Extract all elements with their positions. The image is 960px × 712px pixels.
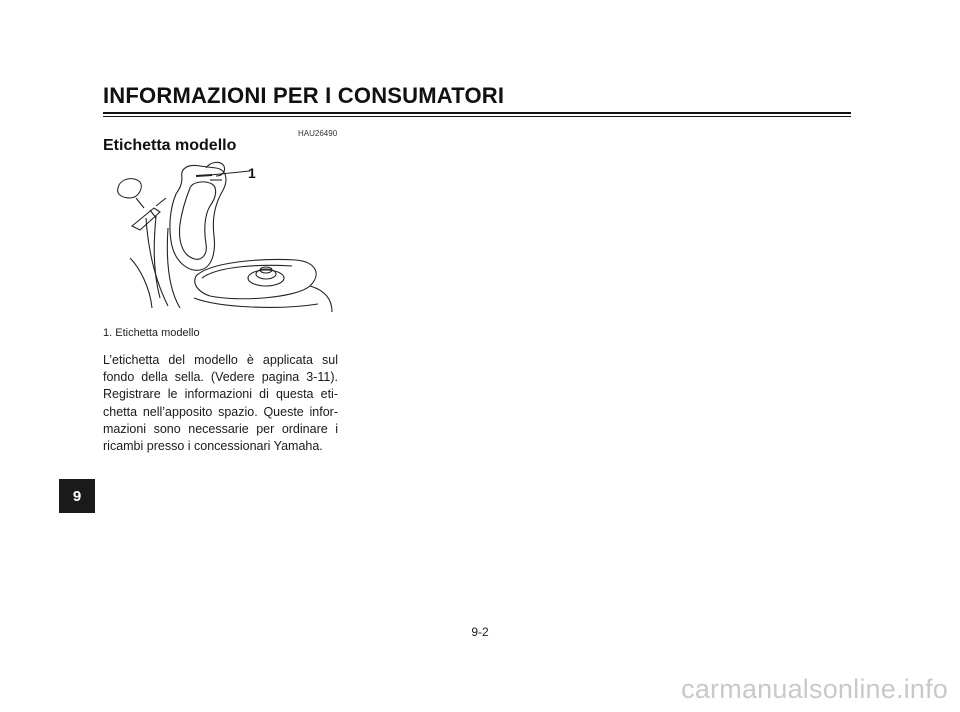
callout-leader [210, 171, 250, 175]
chapter-tab: 9 [59, 479, 95, 513]
label-marker [196, 175, 212, 176]
mirror-stem [136, 198, 144, 208]
header-rule-thin [103, 116, 851, 117]
scooter-seat-illustration [110, 158, 350, 318]
seat-lid-outer [170, 166, 226, 271]
page-number: 9-2 [471, 625, 489, 639]
header-rule [103, 112, 851, 114]
mirror-shape [118, 179, 142, 198]
fuel-cap [248, 270, 284, 286]
section-title: Etichetta modello [103, 137, 237, 154]
watermark: carmanualsonline.info [681, 674, 948, 704]
page-header-title: INFORMAZIONI PER I CONSUMATORI [103, 83, 505, 108]
body-paragraph: L’etichetta del modello è applicata sul fondo della sella. (Vedere pagina 3-11). Registrare le informazioni di questa eti-chetta nell’apposito spazio. Queste infor-mazioni sono necessarie per ordinare i ricambi presso i concessionari Yamaha. [103, 353, 338, 454]
callout-number: 1 [248, 165, 256, 181]
seat-lid-inner [180, 182, 216, 259]
section-code: HAU26490 [298, 129, 338, 138]
figure-caption: 1. Etichetta modello [103, 327, 200, 339]
